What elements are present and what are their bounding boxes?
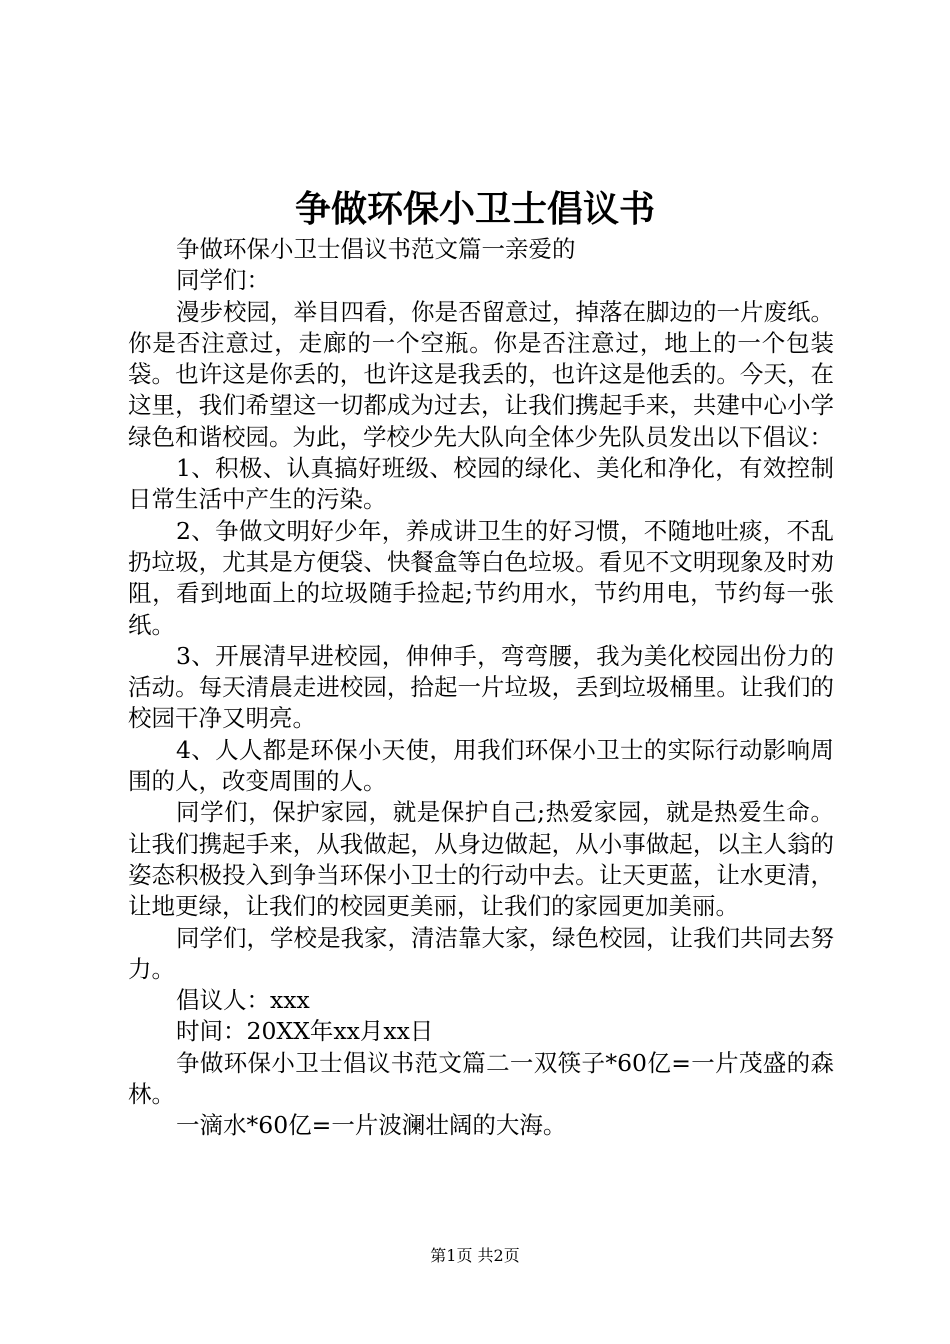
paragraph-date: 时间：20XX年xx月xx日 (176, 1017, 434, 1046)
page-number-footer: 第1页 共2页 (430, 1246, 520, 1265)
paragraph-closing: 同学们，学校是我家，清洁靠大家，绿色校园，让我们共同去努力。 (128, 923, 834, 983)
document-title: 争做环保小卫士倡议书 (294, 188, 655, 230)
paragraph-opening: 漫步校园，举目四看，你是否留意过，掉落在脚边的一片废纸。你是否注意过，走廊的一个空瓶。你是否注意过，地上的一个包装袋。也许这是你丢的，也许这是我丢的，也许这是他丢的。今天，在这里，我们希望这一切都成为过去，让我们携起手来，共建中心小学绿色和谐校园。为此，学校少先大队向全体少先队员发出以下倡议： (128, 297, 834, 451)
paragraph-second-article-line: 一滴水*60亿=一片波澜壮阔的大海。 (176, 1111, 567, 1140)
paragraph-item-2: 2、争做文明好少年，养成讲卫生的好习惯，不随地吐痰，不乱扔垃圾，尤其是方便袋、快餐盒等白色垃圾。看见不文明现象及时劝阻，看到地面上的垃圾随手捡起;节约用水，节约用电，节约每一张纸。 (128, 516, 834, 639)
paragraph-item-4: 4、人人都是环保小天使，用我们环保小卫士的实际行动影响周围的人，改变周围的人。 (128, 735, 834, 796)
paragraph-initiator: 倡议人：xxx (176, 986, 310, 1015)
paragraph-second-article: 争做环保小卫士倡议书范文篇二一双筷子*60亿=一片茂盛的森林。 (128, 1048, 834, 1109)
paragraph-intro: 争做环保小卫士倡议书范文篇一亲爱的 (176, 235, 576, 263)
paragraph-item-3: 3、开展清早进校园，伸伸手，弯弯腰，我为美化校园出份力的活动。每天清晨走进校园，拾起一片垃圾，丢到垃圾桶里。让我们的校园干净又明亮。 (128, 641, 834, 733)
paragraph-salutation: 同学们： (176, 266, 270, 295)
document-body (128, 234, 834, 1142)
paragraph-appeal: 同学们，保护家园，就是保护自己;热爱家园，就是热爱生命。让我们携起手来，从我做起，从身边做起，从小事做起，以主人翁的姿态积极投入到争当环保小卫士的行动中去。让天更蓝，让水更清，让地更绿，让我们的校园更美丽，让我们的家园更加美丽。 (128, 798, 834, 921)
paragraph-item-1: 1、积极、认真搞好班级、校园的绿化、美化和净化，有效控制日常生活中产生的污染。 (128, 454, 834, 514)
